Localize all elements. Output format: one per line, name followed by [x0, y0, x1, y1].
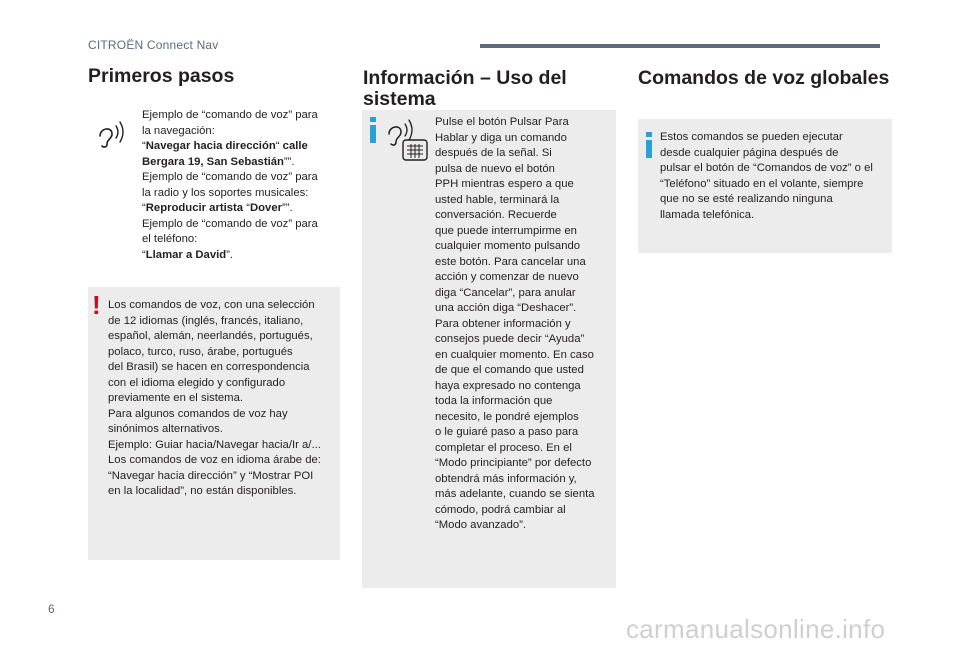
example-command: Reproducir artista: [145, 202, 244, 214]
info-line: usted hable, terminará la: [435, 193, 560, 206]
info-line: después de la señal. Si: [435, 147, 552, 159]
warning-line: Ejemplo: Guiar hacia/Navegar hacia/Ir a/...: [108, 438, 321, 451]
info-line: de que el comando que usted: [435, 364, 584, 376]
example-text: ””.: [282, 202, 293, 214]
example-text: la radio y los soportes musicales:: [142, 186, 309, 199]
info-line: consejos puede decir “Ayuda”: [435, 333, 585, 345]
example-command: Dover: [249, 202, 283, 214]
info-line: completar el proceso. En el: [435, 441, 572, 454]
example-command: Bergara 19, San Sebastián: [142, 155, 284, 168]
info-line: en cualquier momento. En caso: [435, 348, 594, 361]
voice-command-icon: [90, 112, 130, 152]
info-line: más adelante, cuando se sienta: [435, 488, 595, 500]
global-line: pulsar el botón de “Comandos de voz” o el: [660, 162, 873, 174]
example-command: calle: [282, 140, 308, 152]
example-text: la navegación:: [142, 124, 215, 137]
info-line: este botón. Para cancelar una: [435, 255, 586, 268]
example-text: el teléfono:: [142, 233, 198, 245]
example-text: “: [142, 140, 146, 152]
watermark: carmanualsonline.info: [626, 614, 886, 644]
example-text: “: [142, 202, 146, 214]
example-text: Ejemplo de “comando de voz” para: [142, 171, 318, 183]
global-line: Estos comandos se pueden ejecutar: [660, 131, 843, 143]
info-line: que puede interrumpirme en: [435, 224, 577, 237]
warning-line: en la localidad”, no están disponibles.: [108, 485, 297, 497]
global-line: que no se esté realizando ninguna: [660, 193, 833, 205]
info-line: pulsa de nuevo el botón: [435, 162, 555, 175]
info-line: una acción diga “Deshacer”.: [435, 302, 577, 314]
warning-line: de 12 idiomas (inglés, francés, italiano,: [108, 314, 304, 327]
warning-line: con el idioma elegido y configurado: [108, 376, 286, 389]
example-text: “: [275, 140, 283, 152]
warning-line: sinónimos alternativos.: [108, 423, 223, 435]
warning-line: polaco, turco, ruso, árabe, portugués: [108, 345, 293, 358]
example-text: “: [142, 248, 146, 261]
example-line: [142, 155, 342, 171]
warning-icon: !: [92, 290, 101, 320]
warning-line: Para algunos comandos de voz hay: [108, 407, 288, 420]
info-line: toda la información que: [435, 395, 553, 407]
example-line: [142, 201, 342, 217]
info-line: necesito, le pondré ejemplos: [435, 410, 579, 423]
info-line: PPH mientras espero a que: [435, 178, 574, 190]
warning-line: Los comandos de voz en idioma árabe de:: [108, 454, 321, 466]
info-line: “Modo avanzado”.: [435, 519, 527, 531]
info-line: cualquier momento pulsando: [435, 240, 581, 252]
example-text: Ejemplo de “comando de voz” para: [142, 217, 318, 230]
example-line: [142, 186, 342, 202]
info-line: Pulse el botón Pulsar Para: [435, 116, 569, 128]
info-line: diga “Cancelar”, para anular: [435, 286, 576, 299]
section-title-primeros-pasos: Primeros pasos: [88, 65, 235, 87]
info-line: Para obtener información y: [435, 317, 571, 330]
warning-line: “Navegar hacia dirección” y “Mostrar POI: [108, 469, 314, 482]
example-text: ”.: [226, 248, 234, 261]
global-line: “Teléfono” situado en el volante, siempre: [660, 177, 864, 190]
example-line: [142, 124, 342, 140]
info-line: o le guiaré paso a paso para: [435, 426, 579, 438]
warning-line: español, alemán, neerlandés, portugués,: [108, 330, 313, 342]
info-line: cómodo, podrá cambiar al: [435, 503, 566, 516]
example-text: ””.: [283, 155, 295, 168]
page-number: 6: [48, 602, 55, 616]
info-icon: [644, 132, 654, 158]
info-line: “Modo principiante” por defecto: [435, 457, 592, 469]
warning-line: Los comandos de voz, con una selección: [108, 299, 315, 311]
example-text: Ejemplo de “comando de voz” para: [142, 109, 318, 121]
manual-header-title: CITROËN Connect Nav: [88, 38, 219, 52]
example-line: [142, 139, 342, 155]
warning-text: [108, 298, 340, 500]
info-line: haya expresado no contenga: [435, 379, 581, 392]
example-command: Llamar a David: [145, 248, 227, 261]
example-line: [142, 217, 342, 233]
example-line: [142, 108, 342, 124]
warning-line: del Brasil) se hacen en correspondencia: [108, 361, 310, 373]
voice-command-button-icon: [383, 116, 431, 162]
section-title-informacion-uso: Información – Uso del sistema: [363, 67, 567, 110]
info-system-text: [435, 115, 610, 534]
header-divider-bar: [480, 44, 880, 48]
warning-line: previamente en el sistema.: [108, 392, 244, 404]
info-line: Hablar y diga un comando: [435, 131, 567, 144]
example-line: [142, 170, 342, 186]
example-line: [142, 232, 342, 248]
global-line: llamada telefónica.: [660, 208, 755, 221]
info-line: obtendrá más información y,: [435, 472, 577, 485]
global-line: desde cualquier página después de: [660, 146, 839, 159]
example-text: “: [243, 202, 250, 214]
example-line: [142, 248, 342, 264]
voice-command-examples: [142, 108, 342, 263]
info-line: conversación. Recuerde: [435, 209, 557, 221]
example-command: Navegar hacia dirección: [145, 140, 276, 152]
info-line: acción y comenzar de nuevo: [435, 271, 579, 283]
section-title-comandos-globales: Comandos de voz globales: [638, 67, 890, 89]
global-commands-text: [660, 130, 892, 223]
info-icon: [368, 117, 378, 143]
